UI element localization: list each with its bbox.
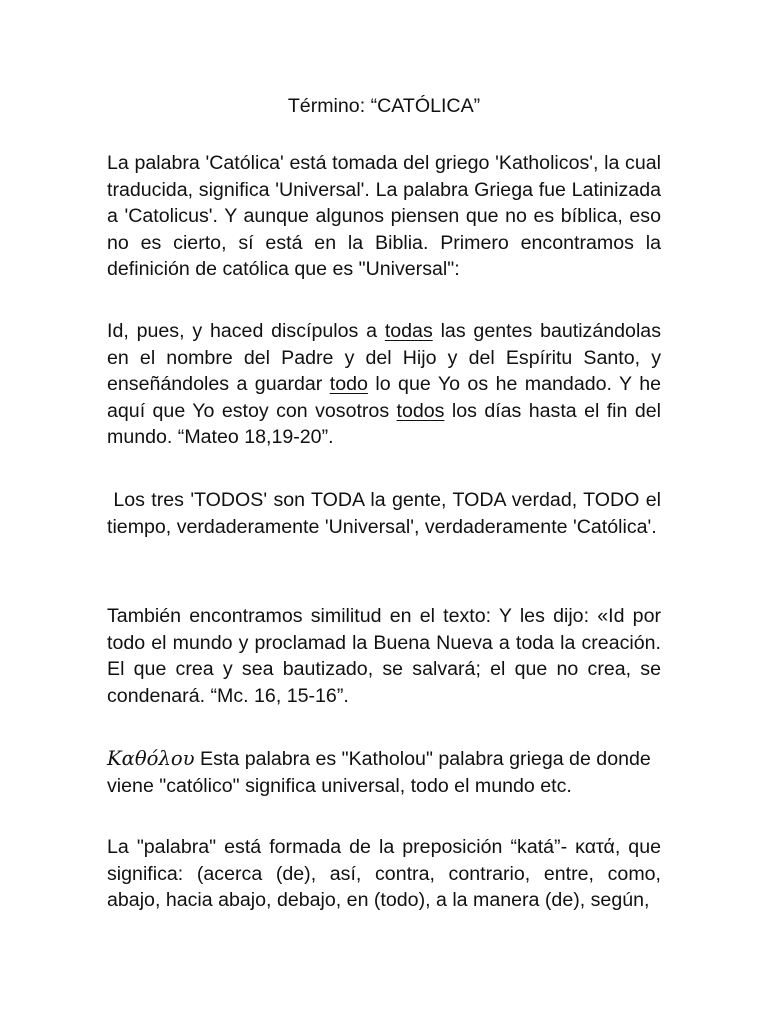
underlined-word-todos: todos [396,399,445,422]
paragraph-kata: La "palabra" está formada de la preposición “katá”- κατά, que significa: (acerca (de), así, contra, contrario, entre, como, abajo, hacia abajo, debajo, en (todo), a la manera (de), según, [107,836,661,911]
underlined-word-todas: todas [384,320,433,342]
text-span: las gentes bautizándolas en el nombre del Padre y del Hijo y del Espíritu Santo, y enseñándoles a guardar [107,320,661,395]
paragraph-mateo-quote [107,318,661,451]
paragraph-intro: La palabra 'Católica' está tomada del griego 'Katholicos', la cual traducida, significa 'Universal'. La palabra Griega fue Latinizada a 'Catolicus'. Y aunque algunos piensen que no es bíblica, eso no es cierto, sí está en la Biblia. Primero encontramos la definición de católica que es "Universal": [107,152,661,280]
paragraph-marcos-quote: También encontramos similitud en el texto: Y les dijo: «Id por todo el mundo y proclamad la Buena Nueva a toda la creación. El que crea y sea bautizado, se salvará; el que no crea, se condenará. “Mc. 16, 15-16”. [107,605,661,707]
text-span: los días hasta el fin del mundo. “Mateo 18,19-20”. [107,399,661,448]
paragraph-tres-todos: Los tres 'TODOS' son TODA la gente, TODA verdad, TODO el tiempo, verdaderamente 'Universal', verdaderamente 'Católica'. [107,489,667,538]
underlined-word-todo: todo [329,373,368,395]
greek-word: Καθόλου [107,747,195,770]
text-span: Esta palabra es "Katholou" palabra griega de donde viene "católico" significa universal, todo el mundo etc. [107,748,651,797]
text-span: Id, pues, y haced discípulos a [107,320,385,342]
text-span: lo que Yo os he mandado. Y he aquí que Yo estoy con vosotros [107,373,661,422]
page-title: Término: “CATÓLICA” [287,95,481,117]
paragraph-katholou [107,746,661,799]
